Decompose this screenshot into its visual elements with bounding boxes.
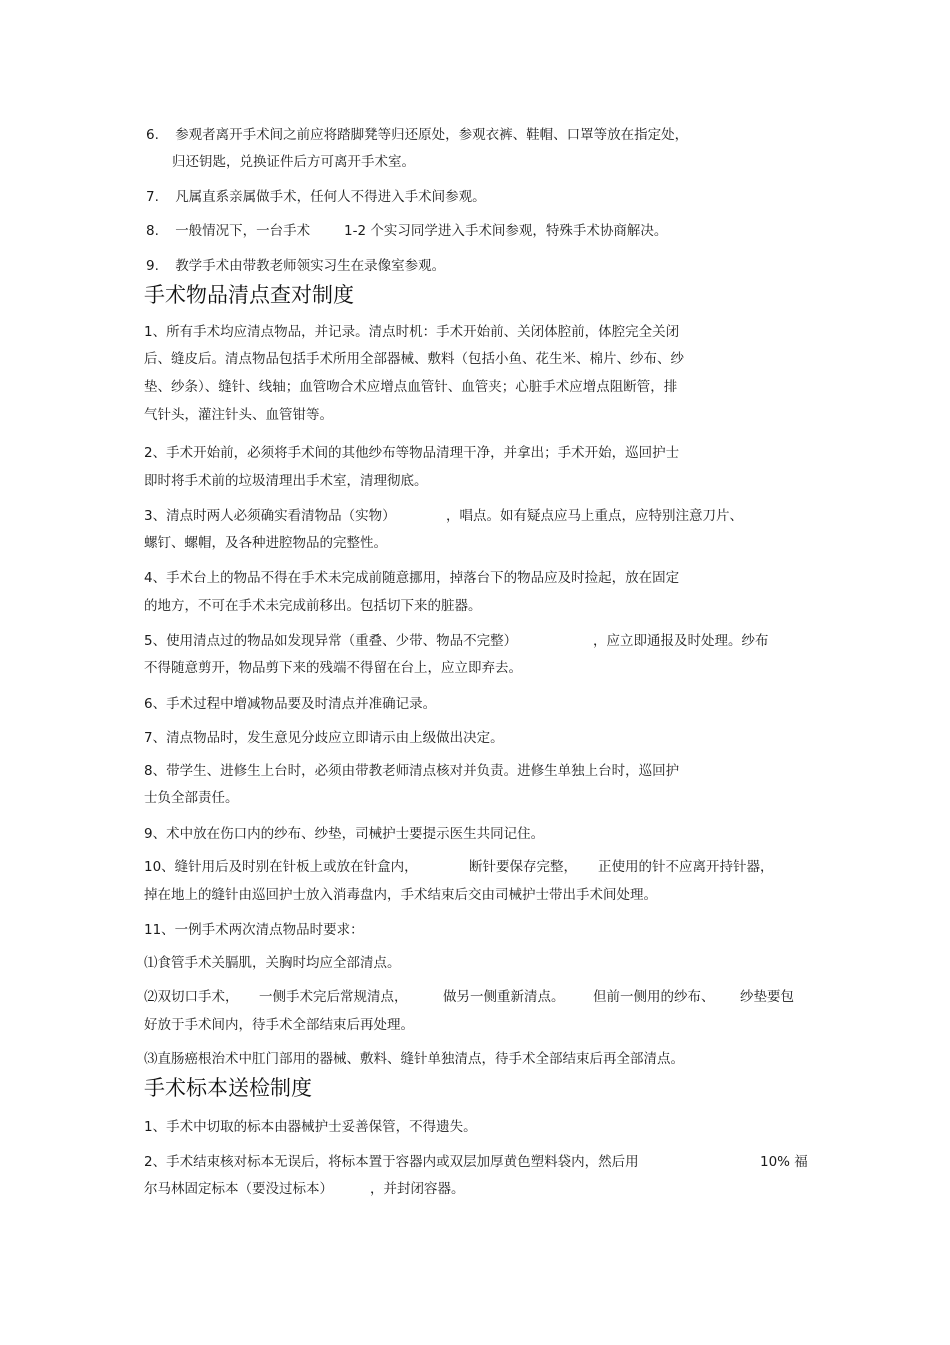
paragraph-line: 2、手术开始前，必须将手术间的其他纱布等物品清理干净，并拿出；手术开始，巡回护士: [144, 445, 680, 461]
paragraph-line: 4、手术台上的物品不得在手术未完成前随意挪用，掉落台下的物品应及时捡起，放在固定: [144, 570, 680, 586]
list-item-continuation: 归还钥匙，兑换证件后方可离开手术室。: [172, 154, 415, 170]
paragraph-line: 掉在地上的缝针由巡回护士放入消毒盘内，手术结束后交由司械护士带出手术间处理。: [144, 887, 657, 903]
list-number: 8.: [146, 223, 159, 239]
list-text: 一般情况下，一台手术: [175, 223, 311, 239]
paragraph-line: ，应立即通报及时处理。纱布: [593, 633, 769, 649]
paragraph-line: 5、使用清点过的物品如发现异常（重叠、少带、物品不完整）: [144, 633, 518, 649]
paragraph-line: 一侧手术完后常规清点，: [259, 989, 408, 1005]
paragraph-line: 1、所有手术均应清点物品，并记录。清点时机：手术开始前、关闭体腔前，体腔完全关闭: [144, 324, 680, 340]
paragraph-line: 3、清点时两人必须确实看清物品（实物）: [144, 508, 396, 524]
paragraph-line: 2、手术结束核对标本无误后，将标本置于容器内或双层加厚黄色塑料袋内，然后用: [144, 1154, 639, 1170]
paragraph-line: 10、缝针用后及时别在针板上或放在针盒内，: [144, 859, 418, 875]
paragraph-line: 即时将手术前的垃圾清理出手术室，清理彻底。: [144, 473, 428, 489]
list-item: [146, 126, 688, 144]
paragraph-line: 10% 福: [760, 1154, 808, 1170]
list-item: [146, 257, 445, 275]
paragraph-line: 好放于手术间内，待手术全部结束后再处理。: [144, 1017, 414, 1033]
list-text: 1-2 个实习同学进入手术间参观，特殊手术协商解决。: [344, 223, 668, 239]
paragraph-line: 纱垫要包: [740, 989, 794, 1005]
paragraph-line: ⑴食管手术关膈肌，关胸时均应全部清点。: [144, 955, 401, 971]
paragraph-line: 8、带学生、进修生上台时，必须由带教老师清点核对并负责。进修生单独上台时，巡回护: [144, 763, 680, 779]
paragraph-line: 垫、纱条）、缝针、线轴；血管吻合术应增点血管针、血管夹；心脏手术应增点阻断管，排: [144, 379, 678, 395]
list-number: 9.: [146, 258, 159, 274]
paragraph-line: ⑵双切口手术，: [144, 989, 239, 1005]
paragraph-line: 尔马林固定标本（要没过标本）: [144, 1181, 333, 1197]
paragraph-line: 9、术中放在伤口内的纱布、纱垫，司械护士要提示医生共同记住。: [144, 826, 545, 842]
paragraph-line: 断针要保存完整，: [469, 859, 577, 875]
paragraph-line: 正使用的针不应离开持针器，: [598, 859, 774, 875]
paragraph-line: 但前一侧用的纱布、: [593, 989, 715, 1005]
list-item: [146, 222, 310, 240]
paragraph-line: 螺钉、螺帽，及各种进腔物品的完整性。: [144, 535, 387, 551]
paragraph-line: 士负全部责任。: [144, 790, 239, 806]
section-heading-count: 手术物品清点查对制度: [144, 283, 354, 307]
paragraph-line: 6、手术过程中增减物品要及时清点并准确记录。: [144, 696, 437, 712]
paragraph-line: 的地方，不可在手术未完成前移出。包括切下来的脏器。: [144, 598, 482, 614]
list-text: 教学手术由带教老师领实习生在录像室参观。: [175, 258, 446, 274]
paragraph-line: 7、清点物品时，发生意见分歧应立即请示由上级做出决定。: [144, 730, 504, 746]
paragraph-line: 做另一侧重新清点。: [443, 989, 565, 1005]
paragraph-line: ，唱点。如有疑点应马上重点，应特别注意刀片、: [446, 508, 743, 524]
list-text: 参观者离开手术间之前应将踏脚凳等归还原处，参观衣裤、鞋帽、口罩等放在指定处，: [175, 127, 689, 143]
paragraph-line: ⑶直肠癌根治术中肛门部用的器械、敷料、缝针单独清点，待手术全部结束后再全部清点。: [144, 1051, 684, 1067]
list-text: 凡属直系亲属做手术，任何人不得进入手术间参观。: [175, 189, 486, 205]
section-heading-specimen: 手术标本送检制度: [144, 1076, 312, 1100]
paragraph-line: 1、手术中切取的标本由器械护士妥善保管，不得遗失。: [144, 1119, 477, 1135]
list-number: 7.: [146, 189, 159, 205]
paragraph-line: 不得随意剪开，物品剪下来的残端不得留在台上，应立即弃去。: [144, 660, 522, 676]
paragraph-line: 11、一例手术两次清点物品时要求：: [144, 922, 364, 938]
list-item: [146, 188, 486, 206]
paragraph-line: 后、缝皮后。清点物品包括手术所用全部器械、敷料（包括小鱼、花生米、棉片、纱布、纱: [144, 351, 684, 367]
list-number: 6.: [146, 127, 159, 143]
paragraph-line: 气针头，灌注针头、血管钳等。: [144, 407, 333, 423]
paragraph-line: ，并封闭容器。: [370, 1181, 465, 1197]
